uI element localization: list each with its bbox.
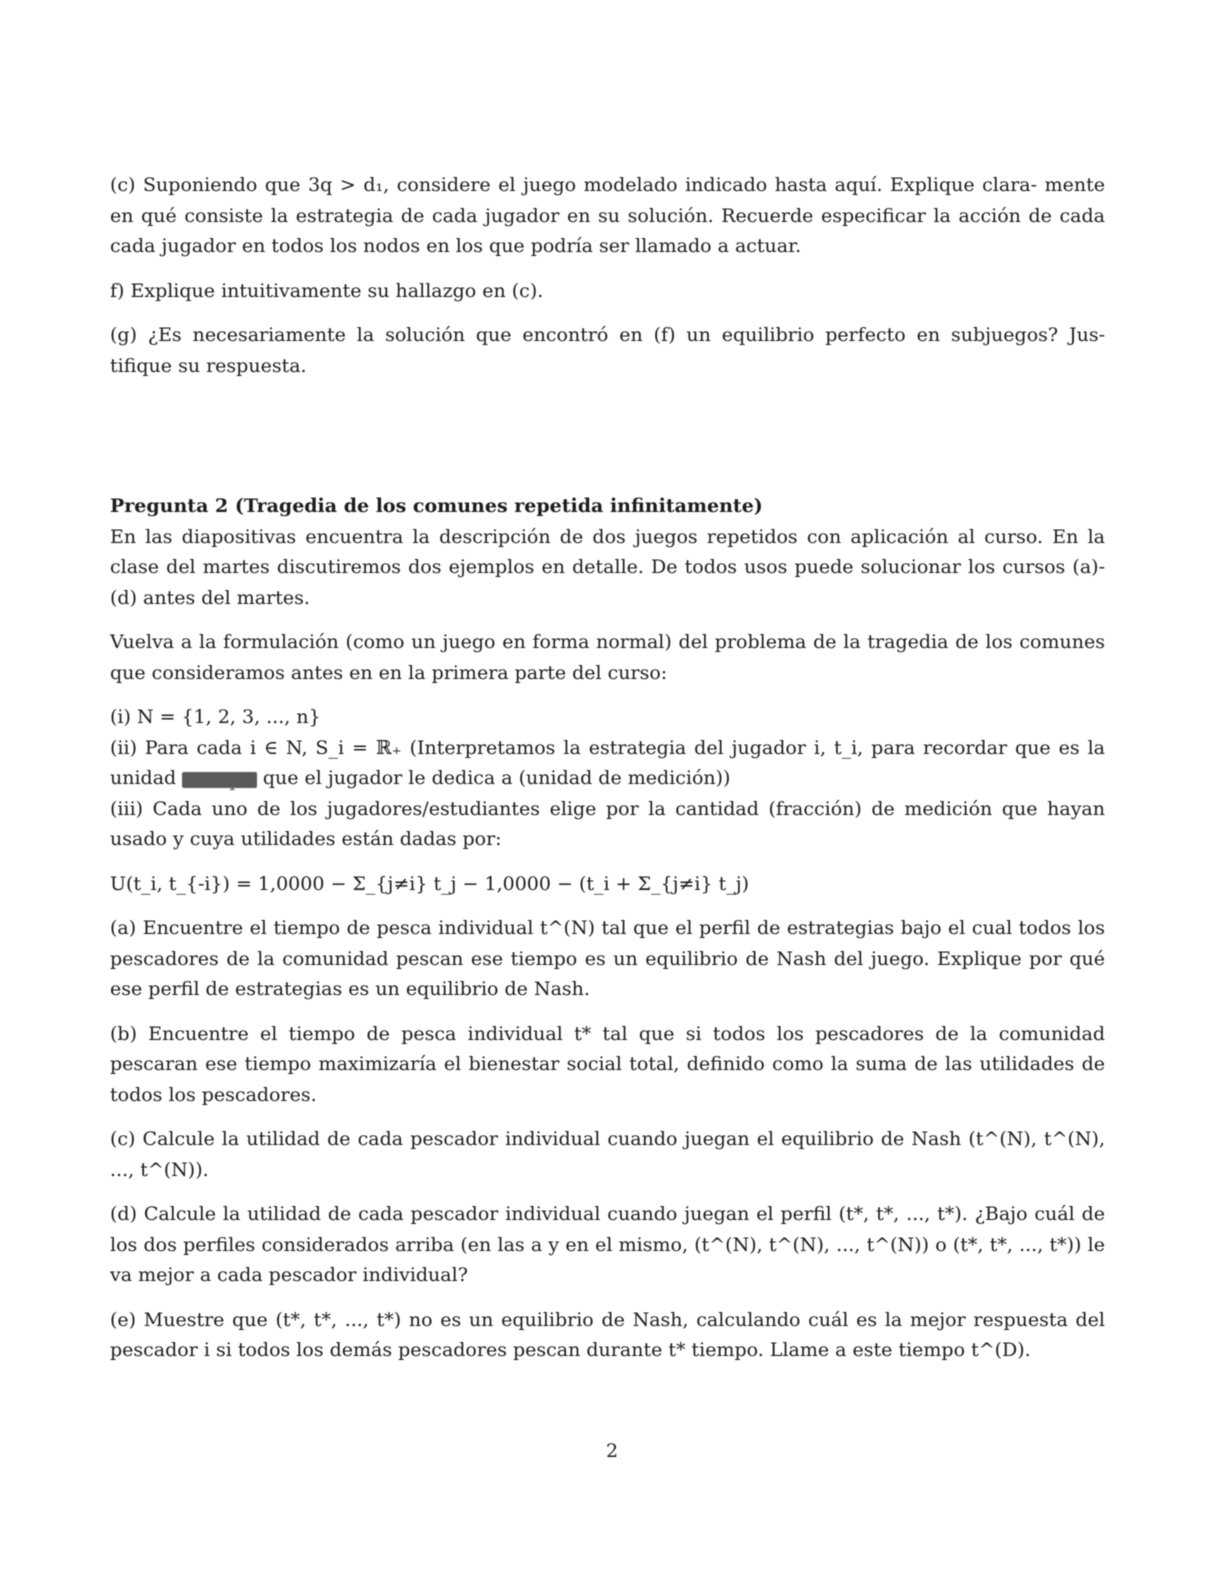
question-c2: (c) Calcule la utilidad de cada pescador individual cuando juegan el equilibrio de Nash (t^(N), t^(N), ..., t^(N)).: [110, 1128, 1105, 1181]
question-e: (e) Muestre que (t*, t*, ..., t*) no es un equilibrio de Nash, calculando cuál es la mejor respuesta del pescador i si todos los demás pescadores pescan durante t* tiempo. Llame a este tiempo t^(D).: [110, 1308, 1105, 1361]
page-number: 2: [605, 1440, 619, 1462]
question-c: (c) Suponiendo que 3q > d₁, considere el juego modelado indicado hasta aquí. Explique clara- mente en qué consiste la estrategia de cada jugador en su solución. Recuerde especificar la acción de cada cada jugador en todos los nodos en los que podría ser llamado a actuar.: [110, 174, 1105, 257]
model-item-ii: [110, 733, 1105, 794]
question-b: (b) Encuentre el tiempo de pesca individual t* tal que si todos los pescadores de la comunidad pescaran ese tiempo maximizaría el bienestar social total, definido como la suma de las utilidades de todos los pescadores.: [110, 1022, 1105, 1106]
model-item-ii-text-a: (ii) Para cada i ∈ N, S_i = ℝ₊ (Interpretamos la estrategia del jugador i, t_i, para recordar que es la unidad: [110, 736, 1105, 789]
highlight-mark: tiempo: [182, 772, 257, 788]
question-g: (g) ¿Es necesariamente la solución que encontró en (f) un equilibrio perfecto en subjuegos? Jus- tifique su respuesta.: [110, 324, 1105, 377]
question-a: (a) Encuentre el tiempo de pesca individual t^(N) tal que el perfil de estrategias bajo el cual todos los pescadores de la comunidad pescan ese tiempo es un equilibrio de Nash del juego. Explique por qué ese perfil de estrategias es un equilibrio de Nash.: [110, 917, 1105, 1000]
model-item-i: (i) N = {1, 2, 3, ..., n}: [110, 706, 321, 728]
model-item-iii: (iii) Cada uno de los jugadores/estudiantes elige por la cantidad (fracción) de medición que hayan usado y cuya utilidades están dadas por:: [110, 797, 1105, 850]
model-intro: Vuelva a la formulación (como un juego en forma normal) del problema de la tragedia de los comunes que consideramos antes en en la primera parte del curso:: [110, 631, 1105, 684]
model-item-ii-text-b: que el jugador le dedica a (unidad de medición)): [262, 767, 731, 789]
document-page: [110, 170, 1105, 1366]
section-intro: En las diapositivas encuentra la descripción de dos juegos repetidos con aplicación al curso. En la clase del martes discutiremos dos ejemplos en detalle. De todos usos puede solucionar los cursos (a)-(d) antes del martes.: [110, 525, 1105, 609]
question-d: (d) Calcule la utilidad de cada pescador individual cuando juegan el perfil (t*, t*, ..., t*). ¿Bajo cuál de los dos perfiles considerados arriba (en las a y en el mismo, (t^(N), t^(N), ..., t^(N)) o (t*, t*, ..., t*)) le va mejor a cada pescador individual?: [110, 1203, 1105, 1286]
section-heading: Pregunta 2 (Tragedia de los comunes repetida infinitamente): [110, 495, 763, 517]
utility-formula: U(t_i, t_{-i}) = 1,0000 − Σ_{j≠i} t_j − 1,0000 − (t_i + Σ_{j≠i} t_j): [110, 872, 750, 895]
question-f: f) Explique intuitivamente su hallazgo en (c).: [110, 279, 544, 302]
